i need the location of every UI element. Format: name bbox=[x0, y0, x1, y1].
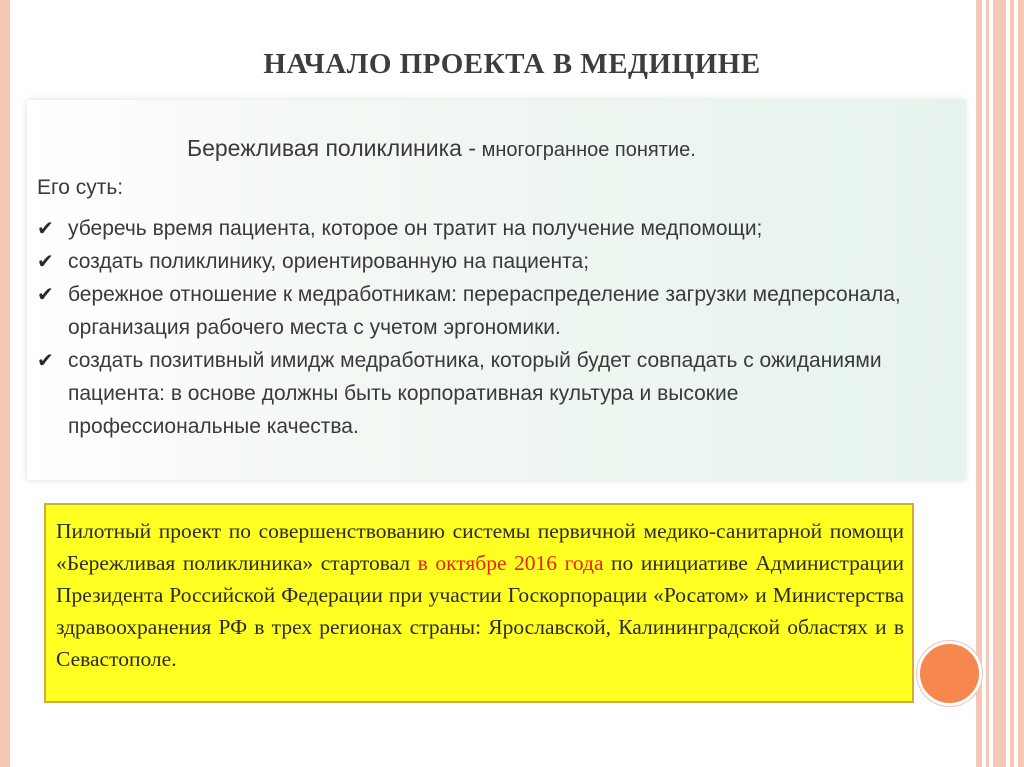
concept-panel bbox=[27, 100, 965, 480]
check-icon: ✔ bbox=[37, 348, 54, 372]
left-border-stripe bbox=[0, 0, 10, 767]
list-item-text: создать поликлинику, ориентированную на пациента; bbox=[68, 250, 590, 273]
concept-heading-main: Бережливая поликлиника - bbox=[187, 135, 477, 161]
check-icon: ✔ bbox=[37, 216, 54, 240]
pilot-text-end: по инициативе Администрации Президента Российской Федерации при участии Госкорпорации «Росатом» и Министерства здравоохранения РФ в трех регионах страны: Ярославской, Калининградской областях и в Севастополе. bbox=[56, 551, 904, 671]
pilot-highlight-date: в октябре 2016 года bbox=[417, 551, 604, 575]
essence-list bbox=[37, 212, 937, 443]
list-item bbox=[37, 278, 937, 344]
right-decorative-stripes bbox=[976, 0, 1024, 767]
list-item-text: бережное отношение к медработникам: перераспределение загрузки медперсонала, организация рабочего места с учетом эргономики. bbox=[68, 283, 901, 339]
decorative-circle bbox=[917, 641, 982, 706]
list-item bbox=[37, 245, 937, 278]
concept-heading bbox=[187, 135, 696, 162]
slide-title: НАЧАЛО ПРОЕКТА В МЕДИЦИНЕ bbox=[263, 48, 761, 80]
check-icon: ✔ bbox=[37, 249, 54, 273]
check-icon: ✔ bbox=[37, 282, 54, 306]
concept-heading-sub: многогранное понятие. bbox=[476, 139, 696, 161]
essence-label: Его суть: bbox=[37, 176, 124, 199]
list-item bbox=[37, 212, 937, 245]
list-item-text: уберечь время пациента, которое он тратит на получение медпомощи; bbox=[68, 217, 763, 240]
pilot-project-note bbox=[44, 503, 914, 703]
pilot-text-start: Пилотный проект по совершенствованию системы первичной медико-санитарной помощи «Бережливая поликлиника» стартовал bbox=[56, 519, 904, 575]
list-item bbox=[37, 344, 937, 443]
list-item-text: создать позитивный имидж медработника, который будет совпадать с ожиданиями пациента: в основе должны быть корпоративная культура и высокие профессиональные качества. bbox=[68, 349, 882, 438]
